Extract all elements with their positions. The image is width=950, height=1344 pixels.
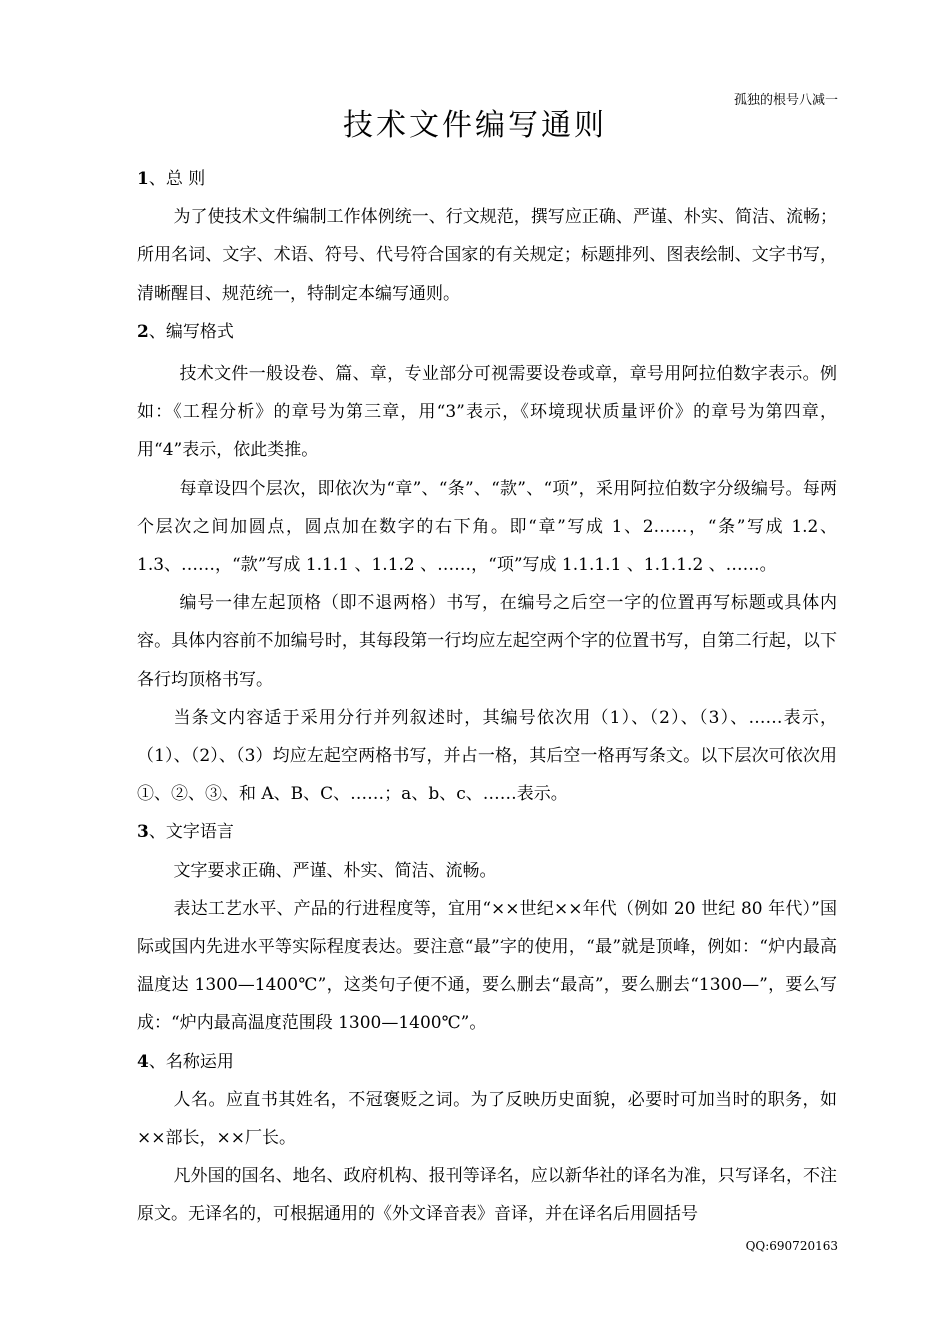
- section-title: 、文字语言: [148, 822, 234, 843]
- document-body: [137, 160, 837, 1234]
- section-heading-4: [137, 1043, 837, 1081]
- section-number: 2: [137, 321, 149, 342]
- paragraph: 表达工艺水平、产品的行进程度等，宜用“××世纪××年代（例如 20 世纪 80 年代）”国际或国内先进水平等实际程度表达。要注意“最”字的使用，“最”就是顶峰，例如：“炉内最高温度达 1300—1400℃”，这类句子便不通，要么删去“最高”，要么删去“1300—”，要么写成：“炉内最高温度范围段 1300—1400℃”。: [137, 898, 837, 1034]
- paragraph: 技术文件一般设卷、篇、章，专业部分可视需要设卷或章，章号用阿拉伯数字表示。例如：《工程分析》的章号为第三章，用“3”表示，《环境现状质量评价》的章号为第四章，用“4”表示，依此类推。: [137, 364, 837, 461]
- section-heading-1: [137, 160, 837, 198]
- section-heading-3: [137, 813, 837, 851]
- section-number: 4: [137, 1051, 149, 1072]
- paragraph: 每章设四个层次，即依次为“章”、“条”、“款”、“项”，采用阿拉伯数字分级编号。每两个层次之间加圆点，圆点加在数字的右下角。即“章”写成 1、2……，“条”写成 1.2、1.3、……，“款”写成 1.1.1 、1.1.2 、……，“项”写成 1.1.1.1 、1.1.1.2 、……。: [137, 478, 837, 576]
- section-title: 、总 则: [148, 169, 206, 189]
- paragraph: 当条文内容适于采用分行并列叙述时，其编号依次用（1）、（2）、（3）、……表示，（1）、（2）、（3）均应左起空两格书写，并占一格，其后空一格再写条文。以下层次可依次用①、②、③、和 A、B、C、……；a、b、c、……表示。: [137, 707, 837, 805]
- section-number: 1: [137, 169, 149, 189]
- section-number: 3: [137, 822, 149, 843]
- paragraph: 文字要求正确、严谨、朴实、简洁、流畅。: [173, 860, 497, 881]
- paragraph: 人名。应直书其姓名，不冠褒贬之词。为了反映历史面貌，必要时可加当时的职务，如××部长，××厂长。: [137, 1089, 837, 1149]
- paragraph: 凡外国的国名、地名、政府机构、报刊等译名，应以新华社的译名为准，只写译名，不注原文。无译名的，可根据通用的《外文译音表》音译，并在译名后用圆括号: [137, 1166, 837, 1225]
- footer-note: QQ:690720163: [745, 1239, 838, 1253]
- section-title: 、名称运用: [148, 1051, 234, 1072]
- section-title: 、编写格式: [148, 321, 234, 342]
- section-heading-2: [137, 313, 837, 351]
- header-note: 孤独的根号八减一: [733, 93, 838, 108]
- document-title: 技术文件编写通则: [343, 108, 607, 143]
- paragraph: 为了使技术文件编制工作体例统一、行文规范，撰写应正确、严谨、朴实、简洁、流畅；所用名词、文字、术语、符号、代号符合国家的有关规定；标题排列、图表绘制、文字书写，清晰醒目、规范统一，特制定本编写通则。: [137, 207, 837, 304]
- paragraph: 编号一律左起顶格（即不退两格）书写，在编号之后空一字的位置再写标题或具体内容。具体内容前不加编号时，其每段第一行均应左起空两个字的位置书写，自第二行起，以下各行均顶格书写。: [137, 593, 837, 690]
